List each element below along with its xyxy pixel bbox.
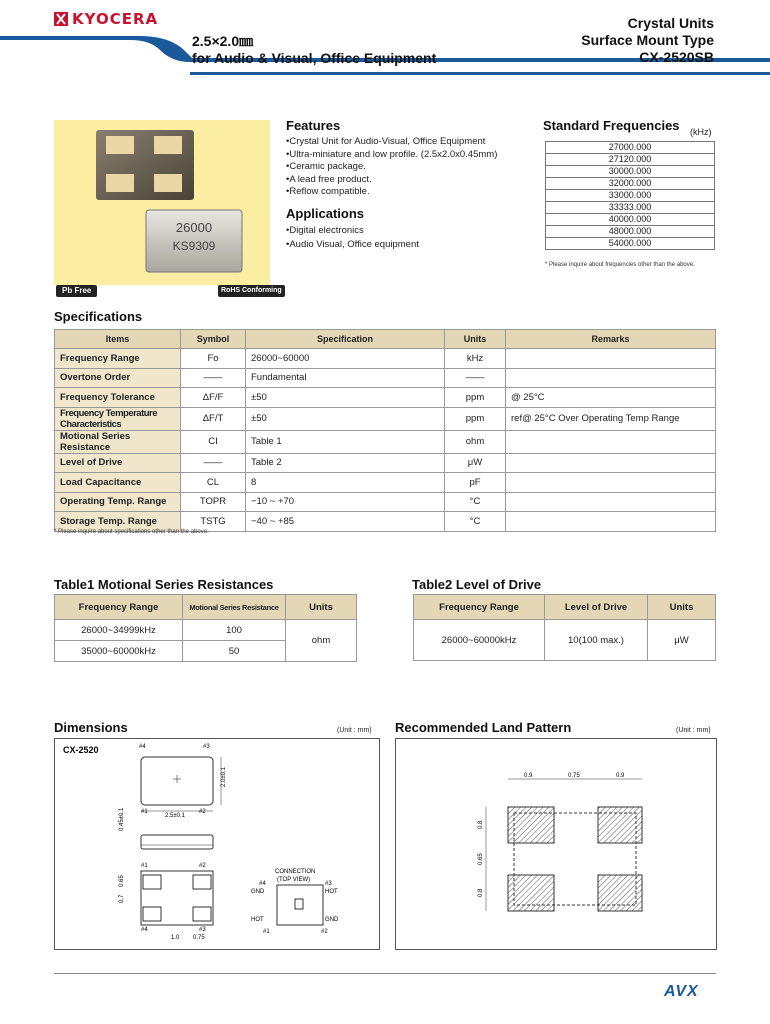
crystal-photo-illustration xyxy=(54,120,270,285)
item-cell: Overtone Order xyxy=(55,368,181,388)
dimensions-drawing xyxy=(54,738,380,950)
col-header-resistance: Motional Series Resistance xyxy=(183,595,286,620)
spec-cell: ±50 xyxy=(246,388,445,408)
frequency-cell: 40000.000 xyxy=(546,214,715,226)
avx-logo: AVX xyxy=(664,983,699,1000)
table-row xyxy=(55,407,716,430)
conn-pin4: #4 xyxy=(259,881,266,887)
spec-cell: −10 ~ +70 xyxy=(246,492,445,512)
remark-cell xyxy=(506,512,716,532)
spec-cell: Table 2 xyxy=(246,453,445,473)
table-row xyxy=(414,620,716,661)
kyocera-logo xyxy=(54,10,158,28)
unit-cell: °C xyxy=(445,492,506,512)
col-header-units: Units xyxy=(648,595,716,620)
item-cell: Storage Temp. Range xyxy=(55,512,181,532)
table-row xyxy=(55,473,716,493)
unit-cell: kHz xyxy=(445,349,506,369)
table-row xyxy=(55,388,716,408)
pin4-label: #4 xyxy=(139,744,146,750)
features-list xyxy=(286,136,497,199)
frequency-cell: 33000.000 xyxy=(546,190,715,202)
range-cell: 26000~34999kHz xyxy=(55,620,183,641)
product-photo xyxy=(54,120,270,285)
brand-name: KYOCERA xyxy=(72,10,159,28)
footer-divider xyxy=(54,973,716,974)
table1-title: Table1 Motional Series Resistances xyxy=(54,577,274,592)
table-row xyxy=(55,349,716,369)
symbol-cell: TSTG xyxy=(181,512,246,532)
marking-line2: KS9309 xyxy=(172,239,216,253)
specifications-note: * Please inquire about specifications other than the above. xyxy=(54,529,209,535)
table2-drive-level xyxy=(413,594,716,661)
list-item: • Audio Visual, Office equipment xyxy=(286,238,419,252)
pin2-label-bottom: #2 xyxy=(199,863,206,869)
col-header-drive-level: Level of Drive xyxy=(545,595,648,620)
marking-line1: 26000 xyxy=(175,220,213,235)
table-row xyxy=(546,142,715,154)
value-cell: 50 xyxy=(183,641,286,662)
top-view-label: (TOP VIEW) xyxy=(277,877,311,883)
model-label: CX-2520 xyxy=(63,745,99,755)
table-row xyxy=(546,190,715,202)
conn-pin3: #3 xyxy=(325,881,332,887)
range-cell: 26000~60000kHz xyxy=(414,620,545,661)
col-header-remarks: Remarks xyxy=(506,330,716,349)
symbol-cell: ΔF/T xyxy=(181,407,246,430)
pad-dim-a: 0.7 xyxy=(119,894,125,903)
remark-cell: ref@ 25°C Over Operating Temp Range xyxy=(506,407,716,430)
pad-dim-b: 0.65 xyxy=(119,875,125,887)
item-cell: Frequency Temperature Characteristics xyxy=(55,407,181,430)
list-item: • Reflow compatible. xyxy=(286,186,497,199)
table-row xyxy=(55,492,716,512)
table-row xyxy=(55,430,716,453)
model-number: CX-2520SB xyxy=(639,49,714,65)
symbol-cell: TOPR xyxy=(181,492,246,512)
col-header-frequency-range: Frequency Range xyxy=(414,595,545,620)
list-item: • A lead free product. xyxy=(286,174,497,187)
table-row xyxy=(55,453,716,473)
pin3-label-bottom: #3 xyxy=(199,927,206,933)
connection-label: CONNECTION xyxy=(275,869,316,875)
frequency-cell: 30000.000 xyxy=(546,166,715,178)
item-cell: Level of Drive xyxy=(55,453,181,473)
table-row xyxy=(55,620,357,641)
frequency-cell: 32000.000 xyxy=(546,178,715,190)
pin3-label: #3 xyxy=(203,744,210,750)
symbol-cell: CI xyxy=(181,430,246,453)
conn-pin2: #2 xyxy=(321,929,328,935)
pin2-label: #2 xyxy=(199,809,206,815)
col-header-frequency-range: Frequency Range xyxy=(55,595,183,620)
table-row xyxy=(55,368,716,388)
unit-cell: °C xyxy=(445,512,506,532)
land-w1: 0.9 xyxy=(524,773,533,779)
width-dim: 2.5±0.1 xyxy=(165,813,185,819)
item-cell: Motional Series Resistance xyxy=(55,430,181,453)
pb-free-badge: Pb Free xyxy=(56,285,97,297)
spec-cell: ±50 xyxy=(246,407,445,430)
unit-cell: ohm xyxy=(445,430,506,453)
land-w2: 0.9 xyxy=(616,773,625,779)
list-item: • Digital electronics xyxy=(286,224,419,238)
remark-cell xyxy=(506,349,716,369)
table-row xyxy=(546,226,715,238)
land-h1: 0.8 xyxy=(478,820,484,829)
specifications-title: Specifications xyxy=(54,309,143,324)
table-row xyxy=(546,166,715,178)
table-row xyxy=(546,202,715,214)
mount-type: Surface Mount Type xyxy=(581,32,714,48)
pitch-dim: 1.0 xyxy=(171,935,180,941)
col-header-units: Units xyxy=(286,595,357,620)
list-item: • Crystal Unit for Audio-Visual, Office Equipment xyxy=(286,136,497,149)
conn-gnd-top: GND xyxy=(251,889,265,895)
symbol-cell: —— xyxy=(181,453,246,473)
table-row xyxy=(546,154,715,166)
unit-cell: pF xyxy=(445,473,506,493)
item-cell: Operating Temp. Range xyxy=(55,492,181,512)
conn-gnd-bottom: GND xyxy=(325,917,339,923)
product-type: Crystal Units xyxy=(627,15,714,31)
symbol-cell: CL xyxy=(181,473,246,493)
frequency-cell: 33333.000 xyxy=(546,202,715,214)
pin4-label-bottom: #4 xyxy=(141,927,148,933)
item-cell: Frequency Range xyxy=(55,349,181,369)
header-right xyxy=(581,15,714,66)
col-header-specification: Specification xyxy=(246,330,445,349)
remark-cell xyxy=(506,430,716,453)
unit-cell: —— xyxy=(445,368,506,388)
height-dim: 2.0±0.1 xyxy=(221,767,227,787)
spec-cell: 26000~60000 xyxy=(246,349,445,369)
unit-cell: ohm xyxy=(286,620,357,662)
applications-title: Applications xyxy=(286,206,365,221)
frequency-note: * Please inquire about frequencies other than the above. xyxy=(545,262,695,268)
spec-cell: −40 ~ +85 xyxy=(246,512,445,532)
value-cell: 100 xyxy=(183,620,286,641)
conn-pin1: #1 xyxy=(263,929,270,935)
frequency-cell: 27120.000 xyxy=(546,154,715,166)
remark-cell xyxy=(506,492,716,512)
pin1-label: #1 xyxy=(141,809,148,815)
dimensions-unit: (Unit : mm) xyxy=(337,727,372,734)
unit-cell: ppm xyxy=(445,388,506,408)
item-cell: Frequency Tolerance xyxy=(55,388,181,408)
spec-cell: 8 xyxy=(246,473,445,493)
conn-hot-top: HOT xyxy=(325,889,338,895)
applications-list xyxy=(286,224,419,252)
unit-cell: μW xyxy=(445,453,506,473)
col-header-items: Items xyxy=(55,330,181,349)
kyocera-mark-icon xyxy=(54,12,68,26)
land-gap: 0.75 xyxy=(568,773,580,779)
value-cell: 10(100 max.) xyxy=(545,620,648,661)
symbol-cell: —— xyxy=(181,368,246,388)
spec-cell: Table 1 xyxy=(246,430,445,453)
table-row xyxy=(546,214,715,226)
specifications-table xyxy=(54,329,716,532)
thickness-dim: 0.45±0.1 xyxy=(119,807,125,831)
dimensions-diagram xyxy=(55,739,379,949)
package-size: 2.5×2.0㎜ xyxy=(192,33,254,49)
frequency-unit: (kHz) xyxy=(690,127,712,137)
rohs-badge: RoHS Conforming xyxy=(218,285,285,297)
land-pattern-drawing xyxy=(395,738,717,950)
col-header-units: Units xyxy=(445,330,506,349)
land-pattern-diagram xyxy=(396,739,716,949)
pad-width-dim: 0.75 xyxy=(193,935,205,941)
table1-resistances xyxy=(54,594,357,662)
conn-hot-bottom: HOT xyxy=(251,917,264,923)
remark-cell: @ 25°C xyxy=(506,388,716,408)
land-pattern-title: Recommended Land Pattern xyxy=(395,720,572,735)
symbol-cell: ΔF/F xyxy=(181,388,246,408)
land-h2: 0.8 xyxy=(478,888,484,897)
header-left xyxy=(192,33,436,67)
frequency-cell: 48000.000 xyxy=(546,226,715,238)
table2-title: Table2 Level of Drive xyxy=(412,577,542,592)
unit-cell: ppm xyxy=(445,407,506,430)
table-row xyxy=(546,238,715,250)
standard-frequencies-table xyxy=(545,141,715,250)
col-header-symbol: Symbol xyxy=(181,330,246,349)
frequency-cell: 27000.000 xyxy=(546,142,715,154)
pin1-label-bottom: #1 xyxy=(141,863,148,869)
frequency-cell: 54000.000 xyxy=(546,238,715,250)
application-line: for Audio & Visual, Office Equipment xyxy=(192,50,437,66)
remark-cell xyxy=(506,473,716,493)
spec-cell: Fundamental xyxy=(246,368,445,388)
table-row xyxy=(546,178,715,190)
item-cell: Load Capacitance xyxy=(55,473,181,493)
standard-frequencies-title: Standard Frequencies xyxy=(543,118,680,133)
dimensions-title: Dimensions xyxy=(54,720,128,735)
list-item: • Ultra-miniature and low profile. (2.5x2.0x0.45mm) xyxy=(286,149,497,162)
list-item: • Ceramic package. xyxy=(286,161,497,174)
features-title: Features xyxy=(286,118,341,133)
land-pattern-unit: (Unit : mm) xyxy=(676,727,711,734)
range-cell: 35000~60000kHz xyxy=(55,641,183,662)
remark-cell xyxy=(506,453,716,473)
remark-cell xyxy=(506,368,716,388)
unit-cell: μW xyxy=(648,620,716,661)
symbol-cell: Fo xyxy=(181,349,246,369)
land-vgap: 0.65 xyxy=(478,853,484,865)
